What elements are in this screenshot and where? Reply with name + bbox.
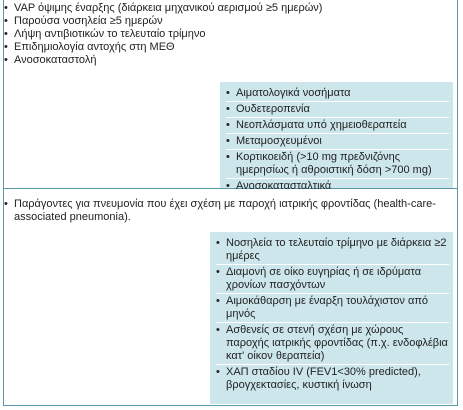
list-item: • Παράγοντες για πνευμονία που έχει σχέση με παροχή ιατρικής φροντίδας (health-care-associated pneumonia).	[4, 198, 449, 224]
list-item: • Ασθενείς σε στενή σχέση με χώρους παροχής ιατρικής φροντίδας (π.χ. ενδοφλέβια κατ' οίκον θεραπεία)	[216, 324, 449, 365]
immunosuppression-panel	[220, 82, 453, 192]
list-item: • Ουδετεροπενία	[226, 103, 449, 118]
hcap-list	[4, 198, 449, 224]
immunosuppression-list	[220, 82, 453, 193]
list-item: • Αιμοκάθαρση με έναρξη τουλάχιστον από μηνός	[216, 295, 449, 323]
list-item: • Διαμονή σε οίκο ευγηρίας ή σε ιδρύματα χρονίων πασχόντων	[216, 266, 449, 294]
list-item: • ΧΑΠ σταδίου IV (FEV1<30% predicted), βρογχεκτασίες, κυστική ίνωση	[216, 366, 449, 392]
list-item: • Ανοσοκατασταλτικά	[226, 180, 449, 193]
list-item: • Νοσηλεία το τελευταίο τρίμηνο με διάρκεια ≥2 ημέρες	[216, 237, 449, 265]
list-item: • Μεταμοσχευμένοι	[226, 135, 449, 150]
risk-factor-list	[4, 2, 444, 67]
list-item: • Παρούσα νοσηλεία ≥5 ημερών	[4, 15, 444, 28]
hcap-subitems	[210, 232, 453, 392]
list-item: • Ανοσοκαταστολή	[4, 54, 444, 67]
list-item: • Νεοπλάσματα υπό χημειοθεραπεία	[226, 119, 449, 134]
list-item: • Αιματολογικά νοσήματα	[226, 87, 449, 102]
hcap-panel	[210, 232, 453, 404]
list-item: • Λήψη αντιβιοτικών το τελευταίο τρίμηνο	[4, 28, 444, 41]
list-item: • VAP όψιμης έναρξης (διάρκεια μηχανικού αερισμού ≥5 ημερών)	[4, 2, 444, 15]
list-item: • Επιδημιολογία αντοχής στη ΜΕΘ	[4, 41, 444, 54]
list-item: • Κορτικοειδή (>10 mg πρεδνιζόνης ημερησίως ή αθροιστική δόση >700 mg)	[226, 151, 449, 179]
